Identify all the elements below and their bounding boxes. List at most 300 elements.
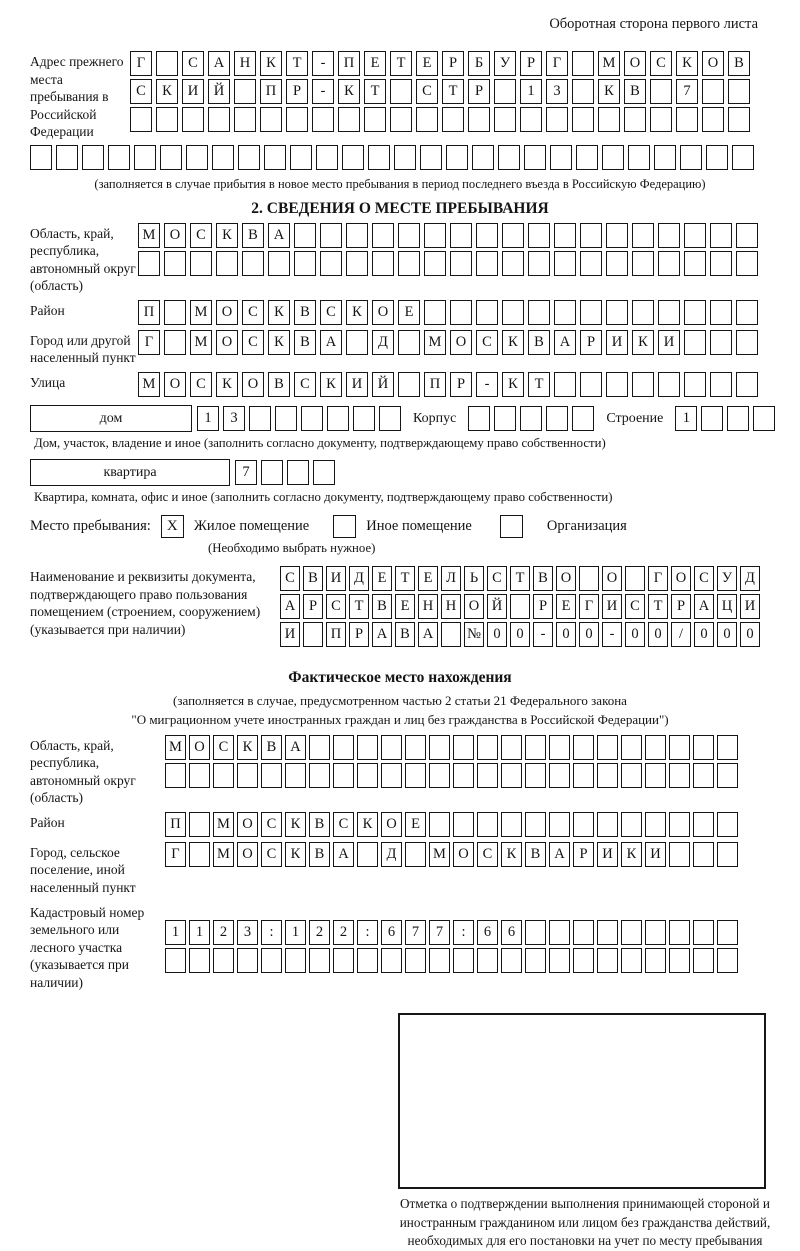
char-box[interactable] [364, 107, 386, 132]
char-box[interactable] [736, 372, 758, 397]
char-box[interactable]: Г [165, 842, 186, 867]
char-box[interactable]: К [632, 330, 654, 355]
char-box[interactable] [303, 622, 323, 647]
char-box[interactable]: Т [395, 566, 415, 591]
char-box[interactable]: 2 [333, 920, 354, 945]
char-box[interactable]: 0 [694, 622, 714, 647]
char-box[interactable]: Й [487, 594, 507, 619]
char-box[interactable] [549, 735, 570, 760]
char-box[interactable]: В [294, 330, 316, 355]
char-box[interactable]: В [372, 594, 392, 619]
char-box[interactable] [549, 763, 570, 788]
char-box[interactable]: К [357, 812, 378, 837]
char-box[interactable] [501, 948, 522, 973]
char-box[interactable]: К [216, 223, 238, 248]
char-box[interactable] [645, 812, 666, 837]
char-box[interactable] [208, 107, 230, 132]
char-box[interactable] [572, 107, 594, 132]
char-box[interactable] [309, 735, 330, 760]
char-box[interactable] [525, 948, 546, 973]
char-box[interactable] [684, 330, 706, 355]
char-box[interactable] [669, 920, 690, 945]
char-box[interactable] [528, 251, 550, 276]
char-box[interactable] [477, 812, 498, 837]
char-box[interactable] [549, 948, 570, 973]
char-box[interactable]: О [624, 51, 646, 76]
char-box[interactable]: Й [208, 79, 230, 104]
char-box[interactable]: И [346, 372, 368, 397]
char-box[interactable] [580, 223, 602, 248]
char-box[interactable] [728, 107, 750, 132]
char-box[interactable]: 6 [477, 920, 498, 945]
char-box[interactable]: А [208, 51, 230, 76]
char-box[interactable]: С [694, 566, 714, 591]
char-box[interactable]: П [138, 300, 160, 325]
char-box[interactable]: А [372, 622, 392, 647]
char-box[interactable]: Т [349, 594, 369, 619]
char-box[interactable]: К [502, 372, 524, 397]
char-box[interactable] [453, 763, 474, 788]
char-box[interactable]: 1 [197, 406, 219, 431]
char-box[interactable]: Д [740, 566, 760, 591]
char-box[interactable] [429, 763, 450, 788]
char-box[interactable]: В [533, 566, 553, 591]
char-box[interactable]: Д [349, 566, 369, 591]
char-box[interactable] [160, 145, 182, 170]
char-box[interactable]: Т [286, 51, 308, 76]
char-box[interactable]: О [556, 566, 576, 591]
char-box[interactable]: О [464, 594, 484, 619]
char-box[interactable] [494, 79, 516, 104]
char-box[interactable]: С [320, 300, 342, 325]
char-box[interactable]: М [190, 330, 212, 355]
char-box[interactable]: С [261, 842, 282, 867]
char-box[interactable]: В [268, 372, 290, 397]
char-box[interactable]: И [606, 330, 628, 355]
char-box[interactable]: У [494, 51, 516, 76]
char-box[interactable]: К [260, 51, 282, 76]
char-box[interactable]: К [502, 330, 524, 355]
char-box[interactable] [213, 763, 234, 788]
char-box[interactable]: О [453, 842, 474, 867]
char-box[interactable] [645, 763, 666, 788]
char-box[interactable]: С [477, 842, 498, 867]
char-box[interactable] [30, 145, 52, 170]
char-box[interactable] [502, 251, 524, 276]
char-box[interactable] [669, 948, 690, 973]
char-box[interactable]: И [740, 594, 760, 619]
char-box[interactable]: С [625, 594, 645, 619]
char-box[interactable]: К [156, 79, 178, 104]
char-box[interactable]: О [164, 372, 186, 397]
char-box[interactable] [580, 300, 602, 325]
char-box[interactable] [572, 406, 594, 431]
char-box[interactable]: И [326, 566, 346, 591]
char-box[interactable]: Р [286, 79, 308, 104]
char-box[interactable]: К [285, 812, 306, 837]
char-box[interactable] [554, 223, 576, 248]
char-box[interactable] [189, 948, 210, 973]
char-box[interactable]: С [333, 812, 354, 837]
char-box[interactable]: 7 [405, 920, 426, 945]
char-box[interactable] [242, 251, 264, 276]
char-box[interactable]: 0 [487, 622, 507, 647]
char-box[interactable] [554, 251, 576, 276]
char-box[interactable] [645, 735, 666, 760]
char-box[interactable] [632, 300, 654, 325]
char-box[interactable] [261, 763, 282, 788]
char-box[interactable]: К [501, 842, 522, 867]
char-box[interactable] [130, 107, 152, 132]
char-box[interactable]: О [237, 842, 258, 867]
char-box[interactable] [156, 107, 178, 132]
char-box[interactable] [238, 145, 260, 170]
char-box[interactable] [313, 460, 335, 485]
char-box[interactable]: В [294, 300, 316, 325]
char-box[interactable] [56, 145, 78, 170]
char-box[interactable] [420, 145, 442, 170]
char-box[interactable] [654, 145, 676, 170]
char-box[interactable]: Н [418, 594, 438, 619]
char-box[interactable] [684, 300, 706, 325]
char-box[interactable]: С [190, 223, 212, 248]
char-box[interactable]: Ц [717, 594, 737, 619]
char-box[interactable] [333, 763, 354, 788]
char-box[interactable] [693, 735, 714, 760]
char-box[interactable]: А [554, 330, 576, 355]
char-box[interactable]: Т [648, 594, 668, 619]
char-box[interactable] [549, 920, 570, 945]
char-box[interactable] [573, 920, 594, 945]
char-box[interactable]: М [213, 842, 234, 867]
char-box[interactable] [390, 107, 412, 132]
char-box[interactable] [476, 223, 498, 248]
char-box[interactable] [453, 812, 474, 837]
char-box[interactable] [182, 107, 204, 132]
char-box[interactable] [650, 107, 672, 132]
char-box[interactable] [441, 622, 461, 647]
char-box[interactable] [494, 107, 516, 132]
char-box[interactable]: У [717, 566, 737, 591]
char-box[interactable] [476, 251, 498, 276]
char-box[interactable] [717, 812, 738, 837]
char-box[interactable]: Р [349, 622, 369, 647]
char-box[interactable]: Г [130, 51, 152, 76]
char-box[interactable] [165, 948, 186, 973]
char-box[interactable]: О [671, 566, 691, 591]
char-box[interactable] [424, 300, 446, 325]
char-box[interactable]: А [268, 223, 290, 248]
char-box[interactable]: Д [372, 330, 394, 355]
char-box[interactable] [309, 763, 330, 788]
char-box[interactable] [82, 145, 104, 170]
char-box[interactable] [327, 406, 349, 431]
char-box[interactable] [275, 406, 297, 431]
char-box[interactable]: М [213, 812, 234, 837]
char-box[interactable] [381, 763, 402, 788]
char-box[interactable] [525, 920, 546, 945]
char-box[interactable]: С [476, 330, 498, 355]
char-box[interactable]: Т [510, 566, 530, 591]
char-box[interactable] [260, 107, 282, 132]
char-box[interactable] [353, 406, 375, 431]
char-box[interactable]: : [357, 920, 378, 945]
char-box[interactable] [301, 406, 323, 431]
char-box[interactable] [554, 372, 576, 397]
char-box[interactable]: Е [364, 51, 386, 76]
char-box[interactable]: О [381, 812, 402, 837]
char-box[interactable] [658, 372, 680, 397]
char-box[interactable] [213, 948, 234, 973]
char-box[interactable]: Т [442, 79, 464, 104]
char-box[interactable] [510, 594, 530, 619]
char-box[interactable] [549, 812, 570, 837]
char-box[interactable] [676, 107, 698, 132]
char-box[interactable] [597, 948, 618, 973]
char-box[interactable]: С [130, 79, 152, 104]
char-box[interactable] [717, 735, 738, 760]
char-box[interactable]: К [285, 842, 306, 867]
char-box[interactable] [164, 330, 186, 355]
char-box[interactable] [477, 948, 498, 973]
char-box[interactable] [405, 763, 426, 788]
char-box[interactable] [606, 300, 628, 325]
char-box[interactable]: О [216, 300, 238, 325]
char-box[interactable] [684, 251, 706, 276]
char-box[interactable] [580, 372, 602, 397]
char-box[interactable]: Т [390, 51, 412, 76]
char-box[interactable] [416, 107, 438, 132]
char-box[interactable]: А [694, 594, 714, 619]
char-box[interactable]: К [338, 79, 360, 104]
char-box[interactable] [710, 330, 732, 355]
char-box[interactable] [134, 145, 156, 170]
char-box[interactable] [429, 735, 450, 760]
char-box[interactable] [525, 735, 546, 760]
char-box[interactable] [468, 406, 490, 431]
char-box[interactable] [285, 763, 306, 788]
char-box[interactable] [261, 460, 283, 485]
char-box[interactable]: Р [520, 51, 542, 76]
char-box[interactable] [498, 145, 520, 170]
char-box[interactable]: Р [450, 372, 472, 397]
char-box[interactable] [450, 223, 472, 248]
char-box[interactable]: М [138, 223, 160, 248]
char-box[interactable]: В [303, 566, 323, 591]
char-box[interactable]: Г [138, 330, 160, 355]
char-box[interactable]: В [309, 842, 330, 867]
char-box[interactable] [312, 107, 334, 132]
char-box[interactable]: : [261, 920, 282, 945]
char-box[interactable]: 2 [213, 920, 234, 945]
char-box[interactable] [390, 79, 412, 104]
char-box[interactable] [372, 223, 394, 248]
char-box[interactable] [237, 948, 258, 973]
char-box[interactable] [550, 145, 572, 170]
char-box[interactable]: Р [468, 79, 490, 104]
char-box[interactable]: К [621, 842, 642, 867]
char-box[interactable] [237, 763, 258, 788]
char-box[interactable]: Е [556, 594, 576, 619]
char-box[interactable] [316, 145, 338, 170]
char-box[interactable] [669, 812, 690, 837]
char-box[interactable]: Л [441, 566, 461, 591]
char-box[interactable]: - [476, 372, 498, 397]
char-box[interactable]: И [645, 842, 666, 867]
char-box[interactable] [680, 145, 702, 170]
char-box[interactable] [650, 79, 672, 104]
char-box[interactable]: 3 [546, 79, 568, 104]
char-box[interactable]: М [424, 330, 446, 355]
char-box[interactable] [717, 948, 738, 973]
char-box[interactable] [702, 79, 724, 104]
char-box[interactable] [476, 300, 498, 325]
char-box[interactable]: П [326, 622, 346, 647]
char-box[interactable]: П [424, 372, 446, 397]
char-box[interactable] [728, 79, 750, 104]
char-box[interactable] [736, 251, 758, 276]
char-box[interactable] [684, 372, 706, 397]
char-box[interactable] [645, 948, 666, 973]
char-box[interactable] [606, 223, 628, 248]
char-box[interactable] [164, 300, 186, 325]
char-box[interactable] [579, 566, 599, 591]
char-box[interactable] [501, 735, 522, 760]
char-box[interactable]: М [598, 51, 620, 76]
char-box[interactable] [494, 406, 516, 431]
char-box[interactable]: К [268, 300, 290, 325]
char-box[interactable]: О [242, 372, 264, 397]
char-box[interactable] [632, 372, 654, 397]
char-box[interactable] [701, 406, 723, 431]
char-box[interactable] [632, 251, 654, 276]
char-box[interactable]: А [333, 842, 354, 867]
char-box[interactable]: С [213, 735, 234, 760]
char-box[interactable]: С [280, 566, 300, 591]
char-box[interactable] [624, 107, 646, 132]
char-box[interactable]: Т [528, 372, 550, 397]
char-box[interactable] [502, 223, 524, 248]
char-box[interactable]: О [237, 812, 258, 837]
char-box[interactable]: С [326, 594, 346, 619]
char-box[interactable] [381, 735, 402, 760]
char-box[interactable] [342, 145, 364, 170]
char-box[interactable]: С [261, 812, 282, 837]
char-box[interactable]: И [597, 842, 618, 867]
char-box[interactable]: 7 [676, 79, 698, 104]
char-box[interactable]: 0 [648, 622, 668, 647]
char-box[interactable] [702, 107, 724, 132]
char-box[interactable] [405, 948, 426, 973]
char-box[interactable] [379, 406, 401, 431]
char-box[interactable] [621, 735, 642, 760]
char-box[interactable]: 6 [501, 920, 522, 945]
char-box[interactable] [372, 251, 394, 276]
char-box[interactable] [429, 812, 450, 837]
char-box[interactable] [693, 812, 714, 837]
char-box[interactable] [156, 51, 178, 76]
char-box[interactable]: В [525, 842, 546, 867]
char-box[interactable] [621, 763, 642, 788]
char-box[interactable] [546, 107, 568, 132]
char-box[interactable]: О [372, 300, 394, 325]
char-box[interactable]: К [598, 79, 620, 104]
char-box[interactable]: Ь [464, 566, 484, 591]
char-box[interactable] [693, 763, 714, 788]
char-box[interactable]: 7 [235, 460, 257, 485]
char-box[interactable] [338, 107, 360, 132]
char-box[interactable] [405, 735, 426, 760]
char-box[interactable]: 1 [189, 920, 210, 945]
char-box[interactable] [625, 566, 645, 591]
char-box[interactable] [606, 372, 628, 397]
char-box[interactable]: - [602, 622, 622, 647]
char-box[interactable]: 3 [237, 920, 258, 945]
char-box[interactable] [186, 145, 208, 170]
checkbox-other-premises[interactable] [333, 515, 356, 538]
char-box[interactable]: С [182, 51, 204, 76]
char-box[interactable]: - [312, 79, 334, 104]
char-box[interactable] [368, 145, 390, 170]
char-box[interactable] [346, 223, 368, 248]
char-box[interactable] [693, 948, 714, 973]
char-box[interactable]: С [650, 51, 672, 76]
char-box[interactable] [108, 145, 130, 170]
char-box[interactable] [736, 330, 758, 355]
char-box[interactable] [446, 145, 468, 170]
char-box[interactable]: Й [372, 372, 394, 397]
char-box[interactable]: И [658, 330, 680, 355]
char-box[interactable]: 0 [579, 622, 599, 647]
char-box[interactable] [597, 920, 618, 945]
char-box[interactable] [669, 842, 690, 867]
char-box[interactable] [717, 763, 738, 788]
char-box[interactable] [138, 251, 160, 276]
char-box[interactable] [424, 223, 446, 248]
char-box[interactable]: : [453, 920, 474, 945]
char-box[interactable]: В [261, 735, 282, 760]
char-box[interactable] [189, 812, 210, 837]
char-box[interactable]: А [285, 735, 306, 760]
char-box[interactable]: А [418, 622, 438, 647]
char-box[interactable] [573, 763, 594, 788]
char-box[interactable] [710, 223, 732, 248]
char-box[interactable] [525, 763, 546, 788]
char-box[interactable]: 0 [510, 622, 530, 647]
char-box[interactable] [524, 145, 546, 170]
char-box[interactable] [628, 145, 650, 170]
char-box[interactable] [576, 145, 598, 170]
char-box[interactable]: Р [580, 330, 602, 355]
char-box[interactable]: К [676, 51, 698, 76]
char-box[interactable]: Д [381, 842, 402, 867]
char-box[interactable] [597, 812, 618, 837]
char-box[interactable] [442, 107, 464, 132]
char-box[interactable]: Р [533, 594, 553, 619]
char-box[interactable]: В [624, 79, 646, 104]
char-box[interactable]: Р [442, 51, 464, 76]
char-box[interactable] [264, 145, 286, 170]
char-box[interactable] [453, 948, 474, 973]
char-box[interactable]: Г [579, 594, 599, 619]
char-box[interactable]: № [464, 622, 484, 647]
char-box[interactable] [190, 251, 212, 276]
char-box[interactable]: К [237, 735, 258, 760]
char-box[interactable] [710, 372, 732, 397]
char-box[interactable]: Р [671, 594, 691, 619]
char-box[interactable] [424, 251, 446, 276]
char-box[interactable] [669, 763, 690, 788]
